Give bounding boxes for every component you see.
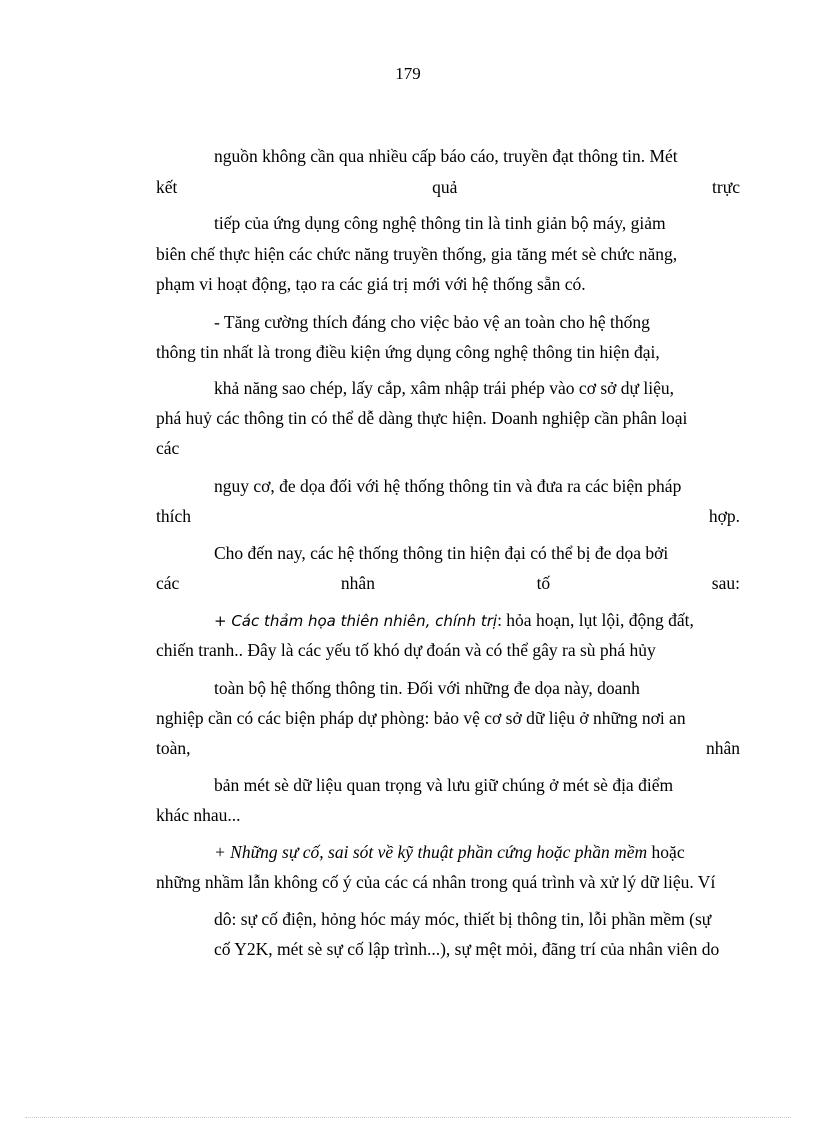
text-line: [156, 175, 740, 199]
word: các: [156, 573, 180, 593]
word: tố: [536, 573, 551, 593]
text-line: nguồn không cần qua nhiều cấp báo cáo, truyền đạt thông tin. Mét: [214, 146, 678, 166]
text-line: [214, 608, 740, 632]
italic-heading: + Những sự cố, sai sót về kỹ thuật phần cứng hoặc phần mềm: [214, 842, 648, 862]
text-line: nguy cơ, đe dọa đối với hệ thống thông tin và đưa ra các biện pháp: [214, 476, 682, 496]
word: hợp.: [708, 506, 740, 526]
text-line: Cho đến nay, các hệ thống thông tin hiện đại có thể bị đe dọa bởi: [214, 543, 669, 563]
text-line: [156, 736, 740, 760]
text-line: - Tăng cường thích đáng cho việc bảo vệ an toàn cho hệ thống: [214, 312, 650, 332]
word: quả: [432, 177, 458, 197]
text-line: phạm vi hoạt động, tạo ra các giá trị mới với hệ thống sẵn có.: [156, 274, 586, 294]
text-line: khác nhau...: [156, 805, 241, 825]
word: sau:: [711, 573, 740, 593]
text-line: [156, 504, 740, 528]
text-line: bản mét sè dữ liệu quan trọng và lưu giữ chúng ở mét sè địa điểm: [214, 775, 674, 795]
text-line: chiến tranh.. Đây là các yếu tố khó dự đoán và có thể gây ra sù phá hủy: [156, 640, 656, 660]
page-bottom-rule: [25, 1117, 791, 1118]
text-line: biên chế thực hiện các chức năng truyền thống, gia tăng mét sè chức năng,: [156, 244, 678, 264]
text-line: tiếp của ứng dụng công nghệ thông tin là tinh giản bộ máy, giảm: [214, 213, 666, 233]
text-line: thông tin nhất là trong điều kiện ứng dụng công nghệ thông tin hiện đại,: [156, 342, 660, 362]
word: thích: [156, 506, 191, 526]
word: kết: [156, 177, 178, 197]
text-line: khả năng sao chép, lấy cắp, xâm nhập trái phép vào cơ sở dự liệu,: [214, 378, 674, 398]
text-line: những nhầm lẫn không cố ý của các cá nhân trong quá trình và xử lý dữ liệu. Ví: [156, 872, 716, 892]
page-number: 179: [395, 64, 421, 83]
word: nhân: [705, 738, 740, 758]
line-text: hoặc: [647, 842, 685, 862]
word: nhân: [340, 573, 375, 593]
text-line: các: [156, 438, 180, 458]
text-line: nghiệp cần có các biện pháp dự phòng: bảo vệ cơ sở dữ liệu ở những nơi an: [156, 708, 686, 728]
line-text: : hỏa hoạn, lụt lội, động đất,: [497, 610, 694, 630]
text-line: cố Y2K, mét sè sự cố lập trình...), sự mệt mỏi, đãng trí của nhân viên do: [214, 939, 720, 959]
text-line: phá huỷ các thông tin có thể dễ dàng thực hiện. Doanh nghiệp cần phân loại: [156, 408, 688, 428]
word: trực: [712, 177, 740, 197]
text-line: [156, 571, 740, 595]
text-line: [214, 840, 740, 864]
word: toàn,: [156, 738, 191, 758]
italic-heading: + Các thảm họa thiên nhiên, chính trị: [214, 612, 498, 630]
text-line: toàn bộ hệ thống thông tin. Đối với những đe dọa này, doanh: [214, 678, 640, 698]
text-line: dô: sự cố điện, hỏng hóc máy móc, thiết bị thông tin, lỗi phần mềm (sự: [214, 909, 712, 929]
